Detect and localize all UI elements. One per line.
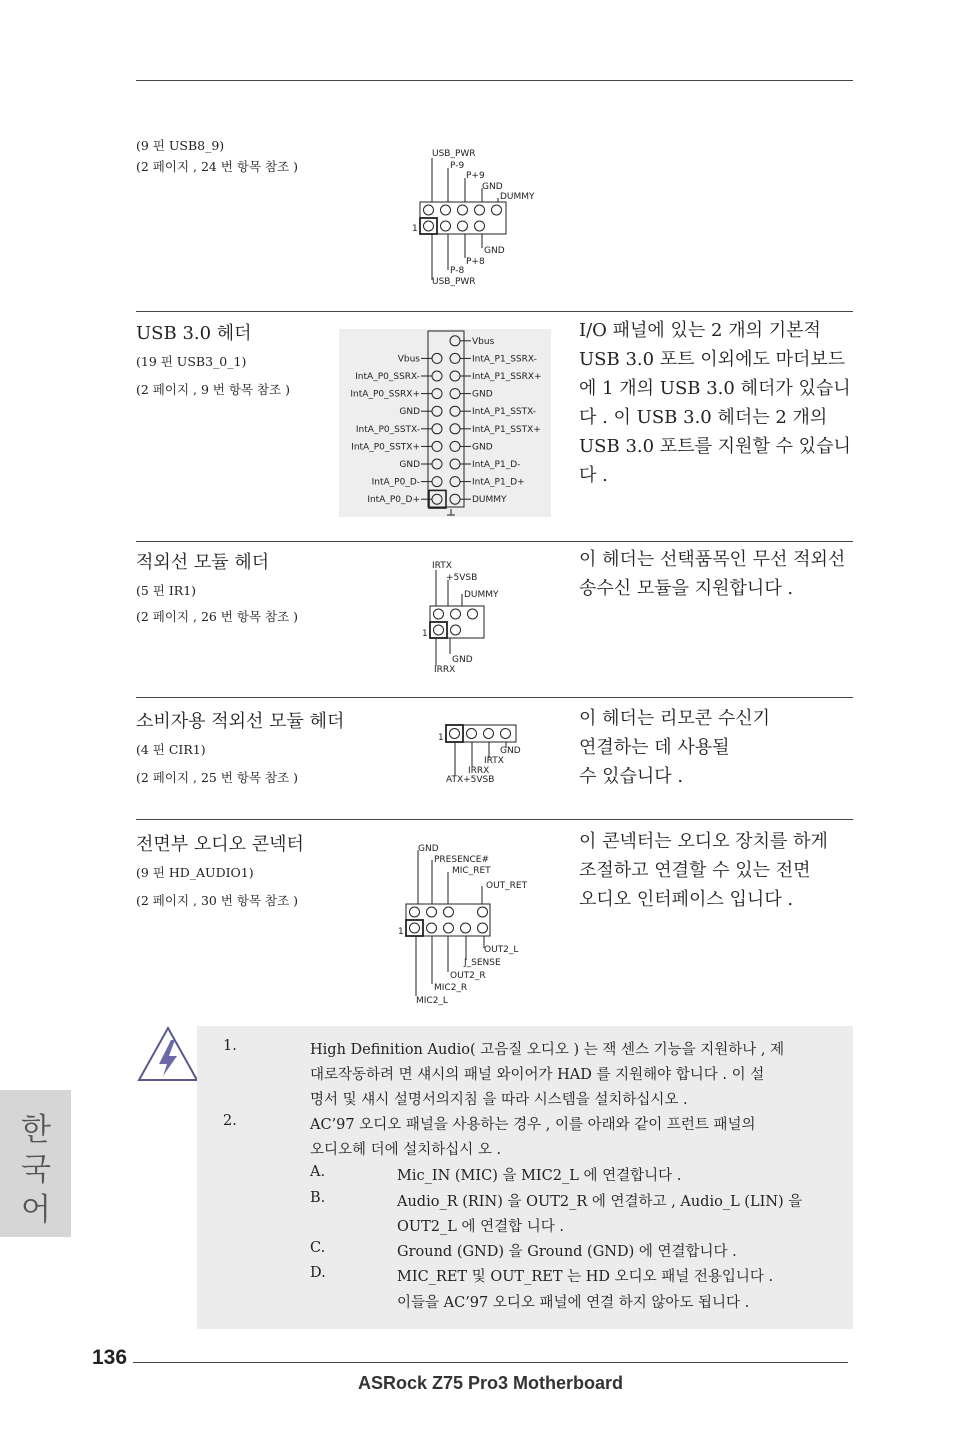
audio-label-out2-l: OUT2_L xyxy=(484,945,519,955)
note-item-b-line-2: OUT2_L 에 연결합 니다 . xyxy=(397,1219,564,1235)
cir-pin1-marker: 1 xyxy=(438,733,444,743)
ir-label-irtx: IRTX xyxy=(432,561,452,571)
usb2-pins-top xyxy=(424,205,502,215)
audio-pin1-marker: 1 xyxy=(398,927,404,937)
usb3-ref: (2 페이지 , 9 번 항목 참조 ) xyxy=(136,382,291,397)
audio-label-mic-ret: MIC_RET xyxy=(452,866,491,876)
note-1-number: 1. xyxy=(223,1038,237,1054)
ir-header-diagram xyxy=(420,556,520,676)
cir-title: 소비자용 적외선 모듈 헤더 xyxy=(136,711,345,732)
usb3-title: USB 3.0 헤더 xyxy=(136,323,252,344)
usb3-pin-left xyxy=(432,406,442,416)
usb3-pin-left xyxy=(432,389,442,399)
note-2-number: 2. xyxy=(223,1113,237,1129)
note-2-line-1: AC’97 오디오 패널을 사용하는 경우 , 이를 아래와 같이 프런트 패널의 xyxy=(310,1117,756,1133)
cir-label-irrx: IRRX xyxy=(468,766,490,776)
footer-title: ASRock Z75 Pro3 Motherboard xyxy=(358,1373,624,1393)
audio-title: 전면부 오디오 콘넥터 xyxy=(136,834,304,855)
usb3-label-right: Vbus xyxy=(472,336,495,347)
cir-ref: (2 페이지 , 25 번 항목 참조 ) xyxy=(136,770,298,785)
usb2-label-p8-minus: P-8 xyxy=(450,266,465,276)
usb2-pins-bottom xyxy=(424,221,485,231)
audio-description-1: 이 콘넥터는 오디오 장치를 하게 xyxy=(579,831,828,852)
page-number: 136 xyxy=(92,1346,128,1369)
note-1-line-2: 대로작동하려 면 섀시의 패널 와이어가 HAD 를 지원해야 합니다 . 이 설 xyxy=(310,1067,765,1083)
audio-label-out2-r: OUT2_R xyxy=(450,971,486,981)
warning-lightning-icon xyxy=(137,1026,199,1082)
usb3-label-right: IntA_P1_D+ xyxy=(472,477,525,488)
usb2-label-p9-minus: P-9 xyxy=(450,161,465,171)
top-rule xyxy=(136,80,853,81)
usb3-label-left: IntA_P0_SSTX- xyxy=(355,424,420,435)
audio-description-3: 오디오 인터페이스 입니다 . xyxy=(579,889,794,910)
usb2-label-p9-plus: P+9 xyxy=(466,171,485,181)
note-item-c-letter: C. xyxy=(310,1240,326,1256)
usb2-label-dummy: DUMMY xyxy=(500,192,535,202)
usb3-label-left: Vbus xyxy=(397,354,420,365)
audio-pins: (9 핀 HD_AUDIO1) xyxy=(136,865,254,880)
usb3-label-left: IntA_P0_D+ xyxy=(367,495,420,506)
usb3-label-right: IntA_P1_SSRX- xyxy=(472,354,537,365)
usb3-label-left: IntA_P0_SSRX- xyxy=(355,372,420,382)
usb3-label-right: GND xyxy=(472,442,493,453)
usb3-label-left: GND xyxy=(399,460,420,470)
usb3-pin-left xyxy=(432,477,442,487)
ir-label-gnd: GND xyxy=(452,655,473,665)
rule-usb3 xyxy=(136,311,853,312)
usb3-pin-right xyxy=(450,389,460,399)
cir-label-irtx: IRTX xyxy=(484,756,504,766)
usb3-pin-right xyxy=(450,336,460,346)
cir-description-1: 이 헤더는 리모콘 수신기 xyxy=(579,708,771,729)
usb3-label-right: DUMMY xyxy=(472,495,507,506)
footer-rule xyxy=(133,1362,848,1363)
usb2-pins: (9 핀 USB8_9) xyxy=(136,138,225,153)
note-2-line-2: 오디오헤 더에 설치하십시 오 . xyxy=(310,1142,502,1158)
usb2-label-p8-plus: P+8 xyxy=(466,257,485,267)
audio-label-presence: PRESENCE# xyxy=(434,855,490,865)
note-1-line-1: High Definition Audio( 고음질 오디오 ) 는 잭 센스 기능을 지원하나 , 제 xyxy=(310,1042,785,1058)
note-item-b-letter: B. xyxy=(310,1190,326,1206)
audio-header-diagram xyxy=(396,838,536,1008)
usb3-pin-right xyxy=(450,459,460,469)
ir-ref: (2 페이지 , 26 번 항목 참조 ) xyxy=(136,609,298,624)
cir-pins: (4 핀 CIR1) xyxy=(136,742,206,757)
ir-description: 이 헤더는 선택품목인 무선 적외선 송수신 모듈을 지원합니다 . xyxy=(579,549,846,599)
ir-title: 적외선 모듈 헤더 xyxy=(136,552,270,573)
audio-label-mic2-l: MIC2_L xyxy=(416,996,448,1006)
language-side-tab xyxy=(0,1090,71,1237)
usb2-label-usb-pwr-top: USB_PWR xyxy=(432,149,476,159)
usb3-label-right: IntA_P1_SSTX- xyxy=(472,407,537,418)
note-item-c-line-1: Ground (GND) 을 Ground (GND) 에 연결합니다 . xyxy=(397,1244,737,1260)
usb3-label-left: IntA_P0_SSTX+ xyxy=(351,442,420,453)
note-item-b-line-1: Audio_R (RIN) 을 OUT2_R 에 연결하고 , Audio_L (LIN) 을 xyxy=(397,1194,803,1210)
usb3-pins: (19 핀 USB3_0_1) xyxy=(136,354,247,369)
cir-label-gnd: GND xyxy=(500,746,521,756)
rule-audio xyxy=(136,819,853,820)
usb3-label-right: IntA_P1_SSTX+ xyxy=(472,424,541,435)
usb2-label-gnd-bottom: GND xyxy=(484,246,505,256)
ir-label-5vsb: +5VSB xyxy=(446,573,478,583)
ir-label-dummy: DUMMY xyxy=(464,590,499,600)
usb2-label-gnd-top: GND xyxy=(482,182,503,192)
note-item-d-line-2: 이들을 AC’97 오디오 패널에 연결 하지 않아도 됩니다 . xyxy=(397,1295,750,1311)
audio-label-j-sense: J_SENSE xyxy=(464,958,501,968)
usb3-pin-left xyxy=(432,371,442,381)
usb3-pin-right xyxy=(450,494,460,504)
usb2-pin1-marker: 1 xyxy=(412,224,418,234)
audio-description-2: 조절하고 연결할 수 있는 전면 xyxy=(579,860,811,881)
usb3-label-right: GND xyxy=(472,389,493,400)
note-1-line-3: 명서 및 섀시 설명서의지침 을 따라 시스템을 설치하십시오 . xyxy=(310,1092,688,1108)
audio-label-out-ret: OUT_RET xyxy=(486,881,528,891)
cir-description-2: 연결하는 데 사용될 xyxy=(579,737,730,758)
usb3-pin-right xyxy=(450,371,460,381)
note-item-d-letter: D. xyxy=(310,1265,326,1281)
usb3-pin-left xyxy=(432,459,442,469)
side-tab-char-3: 어 xyxy=(21,1192,51,1228)
ir-pins: (5 핀 IR1) xyxy=(136,583,197,598)
audio-label-gnd: GND xyxy=(418,844,439,854)
usb3-pin-left xyxy=(432,441,442,451)
cir-description-3: 수 있습니다 . xyxy=(579,766,684,787)
usb3-label-right: IntA_P1_SSRX+ xyxy=(472,372,542,382)
usb3-pin-right xyxy=(450,353,460,363)
usb3-pin-left xyxy=(432,424,442,434)
audio-ref: (2 페이지 , 30 번 항목 참조 ) xyxy=(136,893,298,908)
usb3-label-left: GND xyxy=(399,407,420,418)
note-item-a-line-1: Mic_IN (MIC) 을 MIC2_L 에 연결합니다 . xyxy=(397,1168,682,1184)
audio-label-mic2-r: MIC2_R xyxy=(434,983,468,993)
usb3-pin-left xyxy=(432,494,442,504)
usb3-label-left: IntA_P0_SSRX+ xyxy=(350,389,420,400)
usb3-description: I/O 패널에 있는 2 개의 기본적 USB 3.0 포트 이외에도 마더보드에 1 개의 USB 3.0 헤더가 있습니다 . 이 USB 3.0 헤더는 2 개의 USB 3.0 포트를 지원할 수 있습니다 . xyxy=(579,320,851,486)
note-item-d-line-1: MIC_RET 및 OUT_RET 는 HD 오디오 패널 전용입니다 . xyxy=(397,1269,774,1285)
usb2-ref: (2 페이지 , 24 번 항목 참조 ) xyxy=(136,159,298,174)
rule-cir xyxy=(136,697,853,698)
side-tab-char-2: 국 xyxy=(21,1152,51,1188)
cir-header-diagram xyxy=(436,722,536,786)
usb2-label-usb-pwr-bottom: USB_PWR xyxy=(432,277,476,287)
cir-label-atx5vsb: ATX+5VSB xyxy=(446,775,495,785)
ir-pin1-marker: 1 xyxy=(422,629,428,639)
usb3-label-right: IntA_P1_D- xyxy=(472,460,521,470)
ir-label-irrx: IRRX xyxy=(434,665,456,675)
usb3-header-diagram xyxy=(339,329,551,519)
note-item-a-letter: A. xyxy=(310,1164,326,1180)
usb3-pin-right xyxy=(450,477,460,487)
usb2-header-diagram xyxy=(410,142,550,290)
usb3-label-left: IntA_P0_D- xyxy=(371,477,420,488)
usb3-pin-left xyxy=(432,353,442,363)
rule-ir xyxy=(136,541,853,542)
usb3-pin-right xyxy=(450,424,460,434)
usb3-pin-right xyxy=(450,406,460,416)
side-tab-char-1: 한 xyxy=(21,1112,51,1148)
usb3-pin-right xyxy=(450,441,460,451)
